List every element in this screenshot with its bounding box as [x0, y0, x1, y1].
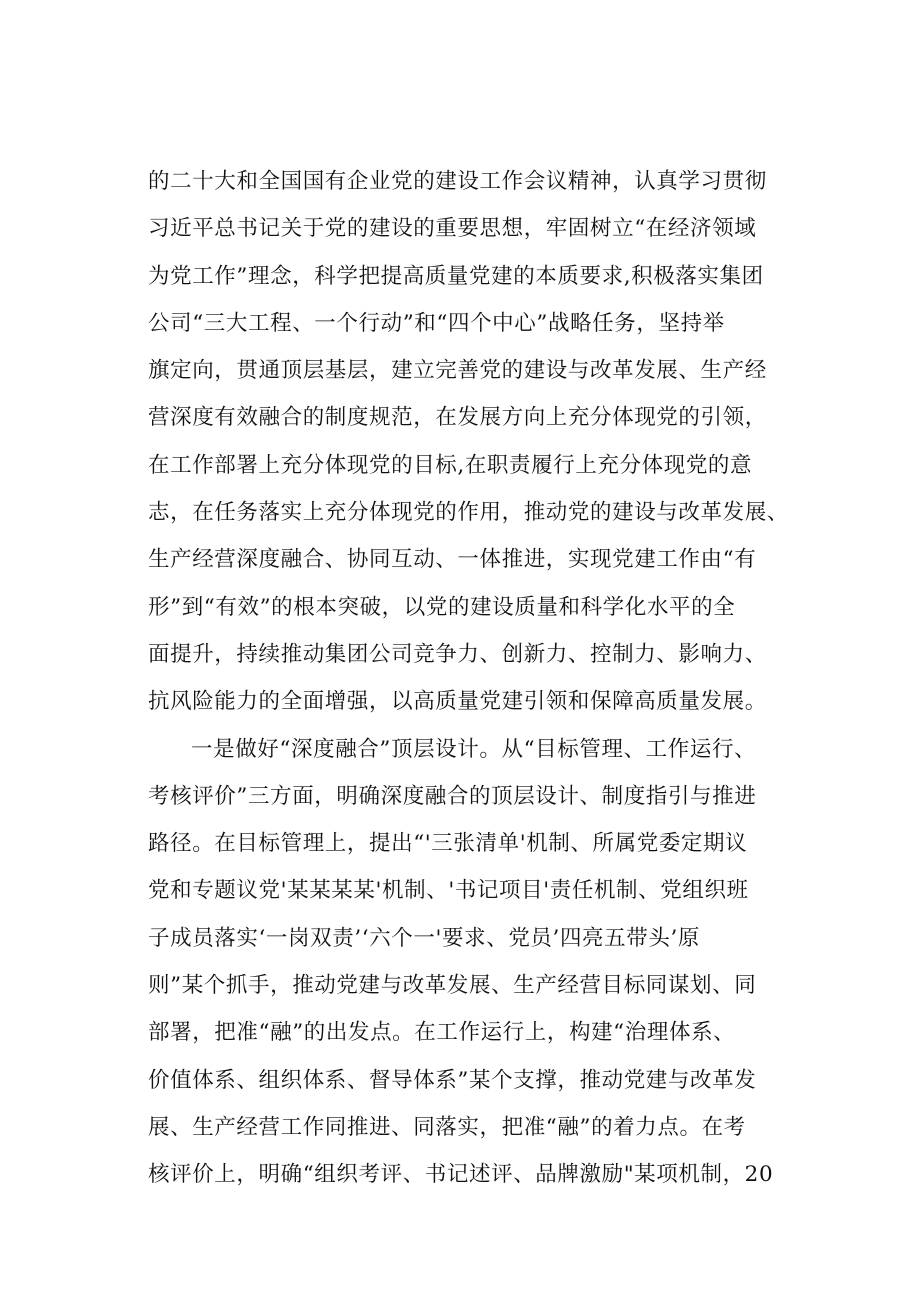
text-line: 生产经营深度融合、协同互动、一体推进，实现党建工作由“有	[148, 547, 757, 573]
text-line: 志，在任务落实上充分体现党的作用，推动党的建设与改革发展、	[148, 500, 789, 526]
text-line: 习近平总书记关于党的建设的重要思想，牢固树立“在经济领域	[148, 216, 757, 242]
text-line: 价值体系、组织体系、督导体系”某个支撑，推动党建与改革发	[148, 1067, 757, 1093]
paragraph-first-line: 一是做好“深度融合”顶层设计。从“目标管理、工作运行、	[191, 736, 757, 762]
body-text	[148, 158, 808, 1199]
text-line: 旗定向，贯通顶层基层，建立完善党的建设与改革发展、生产经	[148, 358, 767, 384]
text-line: 子成员落实‘一岗双责’‘六个一'要求、党员’四亮五带头’原	[148, 925, 700, 951]
text-line: 核评价上，明确“组织考评、书记述评、品牌激励"某项机制，20	[148, 1162, 774, 1188]
text-line: 营深度有效融合的制度规范，在发展方向上充分体现党的引领，	[148, 405, 767, 431]
text-line: 考核评价”三方面，明确深度融合的顶层设计、制度指引与推进	[148, 783, 757, 809]
text-line: 的二十大和全国国有企业党的建设工作会议精神，认真学习贯彻	[148, 169, 767, 194]
text-line: 为党工作”理念，科学把提高质量党建的本质要求,积极落实集团	[148, 263, 764, 289]
text-line: 在工作部署上充分体现党的目标,在职责履行上充分体现党的意	[148, 452, 753, 478]
text-line: 路径。在目标管理上，提出“'三张清单'机制、所属党委定期议	[148, 831, 748, 857]
text-line: 抗风险能力的全面增强，以高质量党建引领和保障高质量发展。	[148, 689, 767, 715]
text-line: 则”某个抓手，推动党建与改革发展、生产经营目标同谋划、同	[148, 973, 757, 999]
text-line: 部署，把准“融”的出发点。在工作运行上，构建“治理体系、	[148, 1020, 736, 1046]
text-line: 公司“三大工程、一个行动”和“四个中心”战略任务，坚持举	[148, 310, 725, 336]
text-line: 展、生产经营工作同推进、同落实，把准“融”的着力点。在考	[148, 1114, 746, 1140]
text-line: 形”到“有效”的根本突破，以党的建设质量和科学化水平的全	[148, 594, 736, 620]
text-line: 党和专题议党'某某某某'机制、'书记项目'责任机制、党组织班	[148, 878, 749, 904]
text-line: 面提升，持续推动集团公司竞争力、创新力、控制力、影响力、	[148, 641, 767, 667]
